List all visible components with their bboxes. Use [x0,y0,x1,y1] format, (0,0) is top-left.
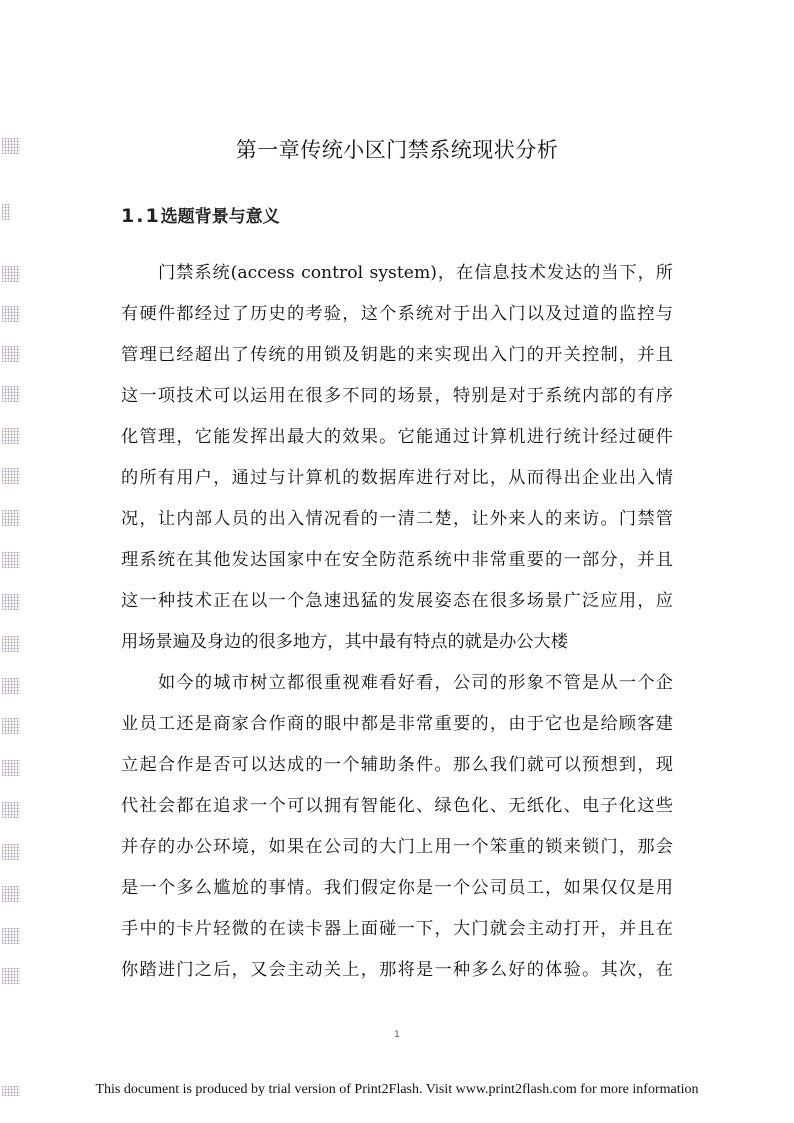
margin-mark [2,510,20,526]
text-line: 用场景遍及身边的很多地方，其中最有特点的就是办公大楼 [121,632,568,652]
text-line: 这一项技术可以运用在很多不同的场景，特别是对于系统内部的有序 [121,386,673,406]
text-line: 门禁系统(access control system)，在信息技术发达的当下，所 [158,263,673,283]
trial-version-footer: This document is produced by trial version of Print2Flash. Visit www.print2flash.com for more information [95,1082,699,1097]
margin-mark [2,594,20,610]
text-line: 立起合作是否可以达成的一个辅助条件。那么我们就可以预想到，现 [121,755,673,775]
margin-mark [2,844,20,860]
margin-mark [2,552,20,568]
text-line: 是一个多么尴尬的事情。我们假定你是一个公司员工，如果仅仅是用 [121,878,673,898]
text-line: 如今的城市树立都很重视难看好看，公司的形象不管是从一个企 [158,673,673,693]
text-line: 并存的办公环境，如果在公司的大门上用一个笨重的锁来锁门，那会 [121,837,673,857]
margin-mark [2,928,20,944]
text-line: 化管理，它能发挥出最大的效果。它能通过计算机进行统计经过硬件 [121,427,673,447]
margin-mark [2,306,20,322]
body-text [121,258,673,996]
text-line: 你踏进门之后，又会主动关上，那将是一种多么好的体验。其次，在 [121,960,673,980]
margin-mark [2,636,20,652]
text-line: 的所有用户，通过与计算机的数据库进行对比，从而得出企业出入情 [121,468,673,488]
margin-mark [2,802,20,818]
margin-mark [2,468,20,484]
text-line: 有硬件都经过了历史的考验，这个系统对于出入门以及过道的监控与 [121,304,673,324]
margin-mark [2,760,20,776]
margin-mark [2,678,20,694]
section-number: 1.1 [121,205,161,227]
margin-mark [2,266,20,282]
margin-mark [2,968,20,984]
text-line: 这一种技术正在以一个急速迅猛的发展姿态在很多场景广泛应用，应 [121,591,673,611]
margin-mark [2,204,10,220]
text-line: 况，让内部人员的出入情况看的一清二楚，让外来人的来访。门禁管 [121,509,673,529]
text-line: 业员工还是商家合作商的眼中都是非常重要的，由于它也是给顾客建 [121,714,673,734]
margin-mark [2,886,20,902]
margin-mark [2,386,20,402]
chapter-title: 第一章传统小区门禁系统现状分析 [235,138,559,162]
text-line: 管理已经超出了传统的用锁及钥匙的来实现出入门的开关控制，并且 [121,345,673,365]
text-line: 代社会都在追求一个可以拥有智能化、绿色化、无纸化、电子化这些 [121,796,673,816]
text-line: 手中的卡片轻微的在读卡器上面碰一下，大门就会主动打开，并且在 [121,919,673,939]
section-heading [121,202,280,227]
section-title-text: 选题背景与意义 [160,207,280,227]
text-line: 理系统在其他发达国家中在安全防范系统中非常重要的一部分，并且 [121,550,673,570]
margin-mark [2,718,20,734]
margin-mark [2,428,20,444]
page-number: 1 [394,1030,400,1040]
margin-scan-artifacts [2,0,28,1123]
margin-mark [2,346,20,362]
